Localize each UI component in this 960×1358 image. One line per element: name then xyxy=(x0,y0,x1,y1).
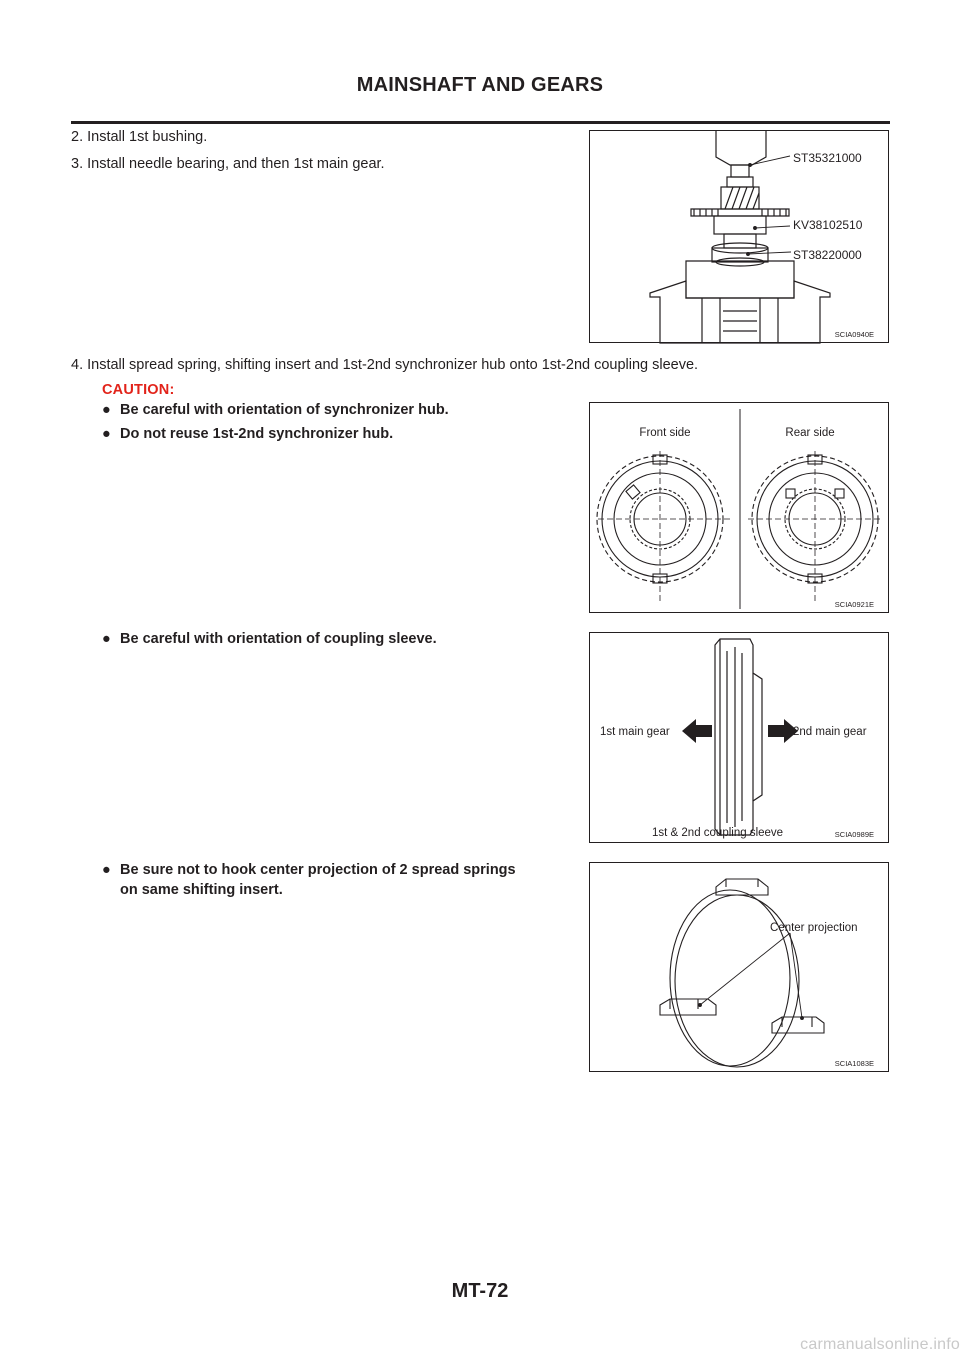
figure-special-tools xyxy=(589,130,889,343)
coupling-sleeve-label: 1st & 2nd coupling sleeve xyxy=(652,827,784,839)
watermark: carmanualsonline.info xyxy=(800,1336,960,1353)
bullet-spread-springs: ● Be sure not to hook center projection of 2 spread springs on same shifting insert. xyxy=(102,862,516,898)
tool-label-3: ST38220000 xyxy=(793,248,862,262)
figure-synchronizer-hub xyxy=(589,402,889,613)
step-3: 3. Install needle bearing, and then 1st main gear. xyxy=(71,156,385,172)
step-2: 2. Install 1st bushing. xyxy=(71,129,208,145)
bullet-coupling-sleeve-orientation: ● Be careful with orientation of coupling sleeve. xyxy=(102,631,437,647)
arrow-left-icon xyxy=(682,719,712,743)
step-4: 4. Install spread spring, shifting insert and 1st-2nd synchronizer hub onto 1st-2nd coupling sleeve. xyxy=(71,357,699,373)
header-rule xyxy=(71,121,890,124)
spread-spring-illustration xyxy=(590,863,890,1073)
figure-spread-springs xyxy=(589,862,889,1072)
figure-id: SCIA0989E xyxy=(834,830,874,839)
second-main-gear-label: 2nd main gear xyxy=(793,726,867,738)
tool-label-2: KV38102510 xyxy=(793,218,863,232)
figure-id: SCIA0940E xyxy=(834,330,874,339)
front-side-label: Front side xyxy=(639,427,691,439)
figure-id: SCIA0921E xyxy=(834,600,874,609)
coupling-sleeve-illustration xyxy=(590,633,890,844)
bullet-do-not-reuse-hub: ● Do not reuse 1st-2nd synchronizer hub. xyxy=(102,426,394,442)
center-projection-label: Center projection xyxy=(770,922,858,934)
tool-label-1: ST35321000 xyxy=(793,151,862,165)
press-tool-illustration xyxy=(590,131,890,344)
bullet-hub-orientation: ● Be careful with orientation of synchronizer hub. xyxy=(102,402,449,418)
page-title: MAINSHAFT AND GEARS xyxy=(356,74,604,96)
figure-coupling-sleeve xyxy=(589,632,889,843)
hub-orientation-illustration xyxy=(590,403,890,614)
figure-id: SCIA1083E xyxy=(834,1059,874,1068)
caution-label: CAUTION: xyxy=(102,382,175,398)
first-main-gear-label: 1st main gear xyxy=(600,726,670,738)
rear-side-label: Rear side xyxy=(785,427,835,439)
page-number: MT-72 xyxy=(451,1280,509,1302)
